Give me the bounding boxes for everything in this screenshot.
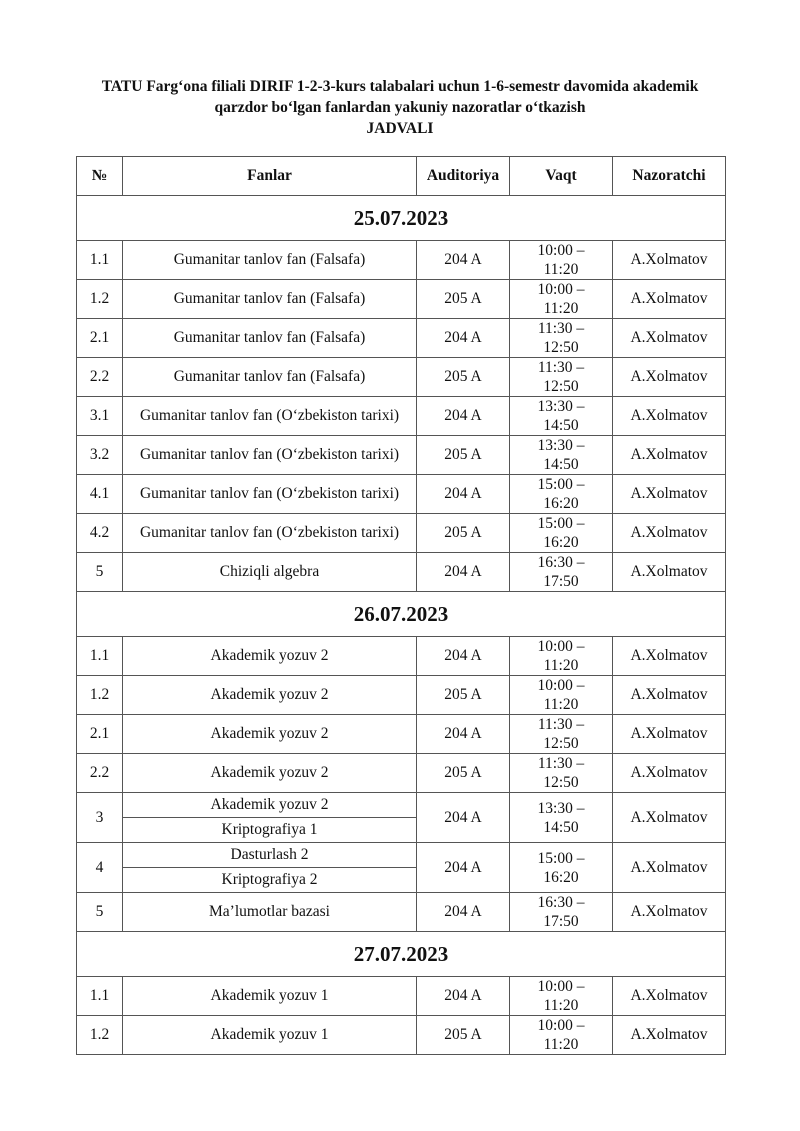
supervisor: A.Xolmatov bbox=[613, 843, 726, 893]
time-range bbox=[510, 715, 613, 754]
row-number: 2.2 bbox=[77, 358, 123, 397]
row-number: 5 bbox=[77, 553, 123, 592]
supervisor: A.Xolmatov bbox=[613, 715, 726, 754]
table-row bbox=[77, 676, 726, 715]
row-number: 1.2 bbox=[77, 280, 123, 319]
table-row bbox=[77, 754, 726, 793]
header-auditoriya: Auditoriya bbox=[417, 157, 510, 196]
time-start: 16:30 – bbox=[537, 894, 585, 911]
time-end: 17:50 bbox=[543, 573, 579, 590]
auditorium: 204 A bbox=[417, 715, 510, 754]
subject-name: Gumanitar tanlov fan (O‘zbekiston tarixi) bbox=[123, 475, 417, 514]
table-row bbox=[77, 358, 726, 397]
supervisor: A.Xolmatov bbox=[613, 754, 726, 793]
table-row bbox=[77, 637, 726, 676]
row-number: 1.2 bbox=[77, 676, 123, 715]
table-row bbox=[77, 1016, 726, 1055]
subject-name: Akademik yozuv 2 bbox=[123, 754, 417, 793]
time-range bbox=[510, 754, 613, 793]
time-start: 15:00 – bbox=[537, 476, 585, 493]
time-start: 15:00 – bbox=[537, 515, 585, 532]
time-range bbox=[510, 1016, 613, 1055]
supervisor: A.Xolmatov bbox=[613, 241, 726, 280]
subject-name: Gumanitar tanlov fan (Falsafa) bbox=[123, 319, 417, 358]
table-row bbox=[77, 436, 726, 475]
time-start: 13:30 – bbox=[537, 799, 585, 817]
date-label: 25.07.2023 bbox=[77, 196, 726, 241]
time-range bbox=[510, 475, 613, 514]
subject-name: Gumanitar tanlov fan (Falsafa) bbox=[123, 280, 417, 319]
time-start: 16:30 – bbox=[537, 554, 585, 571]
supervisor: A.Xolmatov bbox=[613, 514, 726, 553]
table-row bbox=[77, 319, 726, 358]
subject-name: Chiziqli algebra bbox=[123, 553, 417, 592]
time-start: 10:00 – bbox=[537, 978, 585, 995]
date-row bbox=[77, 196, 726, 241]
supervisor: A.Xolmatov bbox=[613, 1016, 726, 1055]
time-range bbox=[510, 397, 613, 436]
supervisor: A.Xolmatov bbox=[613, 280, 726, 319]
date-label: 26.07.2023 bbox=[77, 592, 726, 637]
subject-name: Akademik yozuv 2 bbox=[123, 793, 417, 818]
time-start: 13:30 – bbox=[537, 398, 585, 415]
time-end: 14:50 bbox=[543, 456, 579, 473]
table-row bbox=[77, 893, 726, 932]
supervisor: A.Xolmatov bbox=[613, 553, 726, 592]
table-row bbox=[77, 397, 726, 436]
date-row bbox=[77, 932, 726, 977]
header-fanlar: Fanlar bbox=[123, 157, 417, 196]
auditorium: 204 A bbox=[417, 397, 510, 436]
time-start: 11:30 – bbox=[537, 755, 585, 772]
row-number: 4 bbox=[77, 843, 123, 893]
table-row bbox=[77, 280, 726, 319]
time-range bbox=[510, 977, 613, 1016]
subject-name: Akademik yozuv 2 bbox=[123, 637, 417, 676]
supervisor: A.Xolmatov bbox=[613, 358, 726, 397]
subject-name: Gumanitar tanlov fan (O‘zbekiston tarixi) bbox=[123, 397, 417, 436]
supervisor: A.Xolmatov bbox=[613, 977, 726, 1016]
row-number: 1.1 bbox=[77, 241, 123, 280]
row-number: 3.1 bbox=[77, 397, 123, 436]
time-end: 16:20 bbox=[543, 495, 579, 512]
table-row bbox=[77, 793, 726, 818]
time-range bbox=[510, 280, 613, 319]
subject-name: Kriptografiya 2 bbox=[123, 868, 417, 893]
auditorium: 204 A bbox=[417, 793, 510, 843]
auditorium: 205 A bbox=[417, 436, 510, 475]
subject-name: Dasturlash 2 bbox=[123, 843, 417, 868]
header-nazoratchi: Nazoratchi bbox=[613, 157, 726, 196]
auditorium: 205 A bbox=[417, 358, 510, 397]
row-number: 1.1 bbox=[77, 977, 123, 1016]
title-line-2: qarzdor bo‘lgan fanlardan yakuniy nazoratlar o‘tkazish bbox=[214, 99, 586, 116]
auditorium: 204 A bbox=[417, 893, 510, 932]
time-end: 12:50 bbox=[543, 735, 579, 752]
time-start: 11:30 – bbox=[537, 716, 585, 733]
auditorium: 205 A bbox=[417, 1016, 510, 1055]
auditorium: 204 A bbox=[417, 319, 510, 358]
row-number: 3 bbox=[77, 793, 123, 843]
row-number: 2.2 bbox=[77, 754, 123, 793]
time-end: 11:20 bbox=[543, 1036, 579, 1053]
time-end: 11:20 bbox=[543, 696, 579, 713]
auditorium: 204 A bbox=[417, 843, 510, 893]
time-end: 12:50 bbox=[543, 378, 579, 395]
schedule-table bbox=[76, 156, 726, 1055]
subject-name: Gumanitar tanlov fan (O‘zbekiston tarixi) bbox=[123, 514, 417, 553]
row-number: 4.1 bbox=[77, 475, 123, 514]
table-row bbox=[77, 715, 726, 754]
title-line-3: JADVALI bbox=[366, 120, 434, 137]
time-start: 10:00 – bbox=[537, 242, 585, 259]
auditorium: 204 A bbox=[417, 637, 510, 676]
table-row bbox=[77, 241, 726, 280]
supervisor: A.Xolmatov bbox=[613, 436, 726, 475]
auditorium: 205 A bbox=[417, 280, 510, 319]
time-range bbox=[510, 637, 613, 676]
row-number: 2.1 bbox=[77, 319, 123, 358]
time-range bbox=[510, 676, 613, 715]
time-range bbox=[510, 436, 613, 475]
header-vaqt: Vaqt bbox=[510, 157, 613, 196]
time-start: 15:00 – bbox=[537, 849, 585, 867]
time-end: 17:50 bbox=[543, 913, 579, 930]
time-start: 11:30 – bbox=[537, 359, 585, 376]
time-range bbox=[510, 358, 613, 397]
document-title bbox=[40, 76, 760, 139]
subject-name: Akademik yozuv 2 bbox=[123, 676, 417, 715]
auditorium: 205 A bbox=[417, 754, 510, 793]
time-end: 14:50 bbox=[543, 818, 579, 836]
supervisor: A.Xolmatov bbox=[613, 637, 726, 676]
auditorium: 205 A bbox=[417, 676, 510, 715]
time-range bbox=[510, 319, 613, 358]
time-start: 10:00 – bbox=[537, 677, 585, 694]
time-start: 11:30 – bbox=[537, 320, 585, 337]
date-label: 27.07.2023 bbox=[77, 932, 726, 977]
supervisor: A.Xolmatov bbox=[613, 793, 726, 843]
supervisor: A.Xolmatov bbox=[613, 319, 726, 358]
time-end: 16:20 bbox=[543, 868, 579, 886]
table-row bbox=[77, 843, 726, 868]
subject-name: Gumanitar tanlov fan (O‘zbekiston tarixi) bbox=[123, 436, 417, 475]
row-number: 5 bbox=[77, 893, 123, 932]
title-line-1: TATU Farg‘ona filiali DIRIF 1-2-3-kurs talabalari uchun 1-6-semestr davomida akademik bbox=[101, 78, 699, 95]
table-row bbox=[77, 475, 726, 514]
table-row bbox=[77, 553, 726, 592]
supervisor: A.Xolmatov bbox=[613, 397, 726, 436]
time-range bbox=[510, 241, 613, 280]
time-end: 11:20 bbox=[543, 997, 579, 1014]
subject-name: Ma’lumotlar bazasi bbox=[123, 893, 417, 932]
subject-name: Kriptografiya 1 bbox=[123, 818, 417, 843]
time-range bbox=[510, 843, 613, 893]
supervisor: A.Xolmatov bbox=[613, 475, 726, 514]
row-number: 1.1 bbox=[77, 637, 123, 676]
time-end: 12:50 bbox=[543, 774, 579, 791]
time-range bbox=[510, 893, 613, 932]
header-row bbox=[77, 157, 726, 196]
time-start: 10:00 – bbox=[537, 638, 585, 655]
auditorium: 204 A bbox=[417, 553, 510, 592]
header-no: № bbox=[77, 157, 123, 196]
time-range bbox=[510, 793, 613, 843]
time-end: 11:20 bbox=[543, 300, 579, 317]
supervisor: A.Xolmatov bbox=[613, 676, 726, 715]
time-start: 10:00 – bbox=[537, 281, 585, 298]
row-number: 1.2 bbox=[77, 1016, 123, 1055]
time-end: 11:20 bbox=[543, 261, 579, 278]
time-end: 16:20 bbox=[543, 534, 579, 551]
auditorium: 204 A bbox=[417, 977, 510, 1016]
table-row bbox=[77, 514, 726, 553]
subject-name: Akademik yozuv 1 bbox=[123, 977, 417, 1016]
time-start: 10:00 – bbox=[537, 1017, 585, 1034]
subject-name: Gumanitar tanlov fan (Falsafa) bbox=[123, 358, 417, 397]
time-start: 13:30 – bbox=[537, 437, 585, 454]
row-number: 3.2 bbox=[77, 436, 123, 475]
time-end: 12:50 bbox=[543, 339, 579, 356]
time-range bbox=[510, 553, 613, 592]
subject-name: Gumanitar tanlov fan (Falsafa) bbox=[123, 241, 417, 280]
date-row bbox=[77, 592, 726, 637]
subject-name: Akademik yozuv 1 bbox=[123, 1016, 417, 1055]
auditorium: 205 A bbox=[417, 514, 510, 553]
table-row bbox=[77, 977, 726, 1016]
time-end: 11:20 bbox=[543, 657, 579, 674]
auditorium: 204 A bbox=[417, 475, 510, 514]
time-range bbox=[510, 514, 613, 553]
auditorium: 204 A bbox=[417, 241, 510, 280]
subject-name: Akademik yozuv 2 bbox=[123, 715, 417, 754]
supervisor: A.Xolmatov bbox=[613, 893, 726, 932]
schedule-body bbox=[77, 196, 726, 1055]
time-end: 14:50 bbox=[543, 417, 579, 434]
row-number: 4.2 bbox=[77, 514, 123, 553]
row-number: 2.1 bbox=[77, 715, 123, 754]
